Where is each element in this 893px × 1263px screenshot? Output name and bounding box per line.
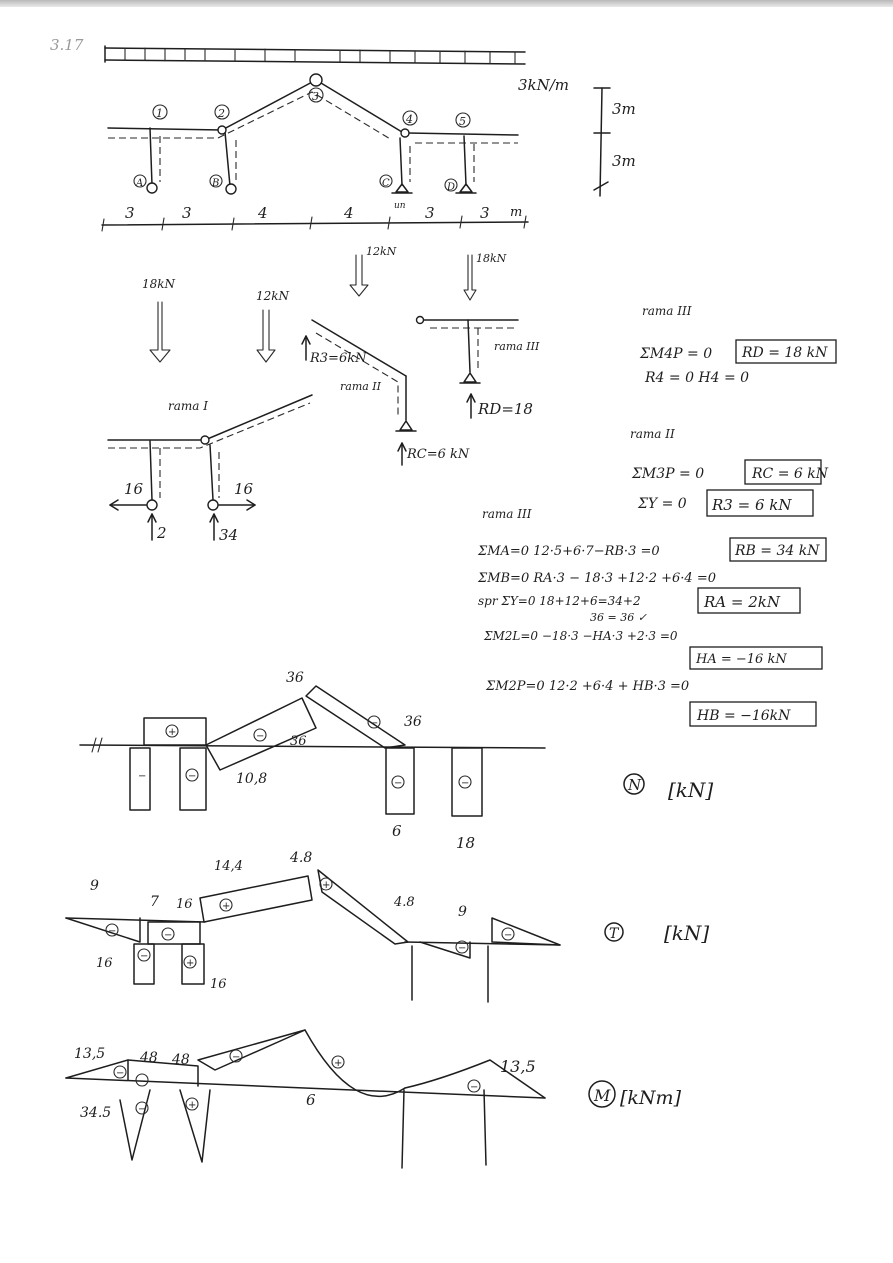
calc-i-eq2: ΣMB=0 RA·3 − 18·3 +12·2 +6·4 =0 — [478, 571, 716, 586]
calc-ii-title: rama II — [630, 427, 675, 441]
page-label: 3.17 — [50, 36, 84, 54]
support-a-label: A — [136, 178, 144, 189]
reaction-va: 2 — [157, 524, 167, 542]
n-val-36-top: 36 — [286, 670, 304, 686]
span-2: 3 — [182, 204, 192, 222]
reaction-hb: 16 — [234, 480, 254, 498]
n-sign-1: + — [168, 727, 177, 738]
support-d-label: D — [447, 182, 456, 193]
t-val-9-right: 9 — [458, 904, 467, 920]
m-sign-3: − — [232, 1052, 241, 1063]
calc-ii-eq2: ΣY = 0 — [638, 496, 687, 512]
n-unit: [kN] — [668, 778, 714, 802]
support-c-label: C — [382, 178, 390, 189]
load-i-left: 18kN — [142, 277, 176, 291]
m-col-a — [120, 1090, 150, 1160]
t-sign-7: − — [140, 951, 149, 962]
calculations — [477, 304, 836, 726]
calc-ii-eq1: ΣM3P = 0 — [632, 466, 705, 482]
reaction-rd: RD=18 — [478, 400, 533, 418]
m-parabola — [305, 1030, 405, 1096]
n-sign-5: − — [394, 778, 403, 789]
calc-iii-eq1: ΣM4P = 0 — [640, 346, 713, 362]
node-5-label: 5 — [459, 115, 466, 128]
n-val-36-right: 36 — [404, 714, 422, 730]
span-dimensions — [102, 204, 528, 231]
t-val-7: 7 — [150, 894, 159, 910]
calc-i-eq3b: 36 = 36 ✓ — [590, 611, 647, 624]
t-unit: [kN] — [664, 921, 710, 945]
distributed-load — [105, 46, 569, 94]
node-labels — [153, 88, 470, 128]
node-3-label: 3 — [312, 90, 319, 103]
calc-i-res3: RA = 2kN — [704, 593, 780, 611]
t-col-a — [134, 944, 154, 984]
calc-i-eq5: ΣM2P=0 12·2 +6·4 + HB·3 =0 — [486, 679, 690, 694]
frame-iii — [417, 317, 540, 419]
calc-i-title: rama III — [482, 507, 532, 521]
t-val-4-8-top: 4.8 — [290, 850, 313, 866]
n-symbol: N — [628, 776, 642, 794]
height-dimensions — [594, 88, 636, 196]
load-iii: 18kN — [476, 252, 507, 265]
span-unit: m — [510, 205, 523, 220]
calc-i-eq4: ΣM2L=0 −18·3 −HA·3 +2·3 =0 — [484, 629, 678, 643]
m-sign-6: + — [334, 1058, 343, 1069]
calc-i-res1: RB = 34 kN — [735, 543, 820, 559]
t-val-14-4: 14,4 — [214, 859, 243, 874]
calc-ii-res2: R3 = 6 kN — [712, 496, 792, 514]
frame-i-label: rama I — [168, 399, 208, 413]
calc-i-eq3: spr ΣY=0 18+12+6=34+2 — [478, 594, 641, 608]
t-sign-6: − — [504, 930, 513, 941]
m-val-6: 6 — [306, 1091, 316, 1109]
frame-ii-label: rama II — [340, 380, 381, 393]
m-val-48-b: 48 — [172, 1052, 190, 1068]
frame-ii — [302, 320, 470, 465]
span-6: 3 — [480, 204, 490, 222]
t-val-16-right: 16 — [210, 977, 227, 992]
hinge-2 — [218, 126, 226, 134]
calc-iii-res1: RD = 18 kN — [742, 345, 828, 361]
t-val-16-left: 16 — [96, 956, 113, 971]
span-1: 3 — [125, 204, 135, 222]
n-sign-6: − — [461, 778, 470, 789]
reaction-vb: 34 — [219, 526, 239, 544]
frame-i — [108, 395, 312, 544]
span-3: 4 — [258, 204, 268, 222]
t-symbol: T — [609, 926, 619, 942]
m-diagram — [66, 1030, 682, 1168]
calc-i-eq1: ΣMA=0 12·5+6·7−RB·3 =0 — [478, 544, 660, 559]
calc-i-res5: HB = −16kN — [697, 708, 791, 724]
calc-i-res4: HA = −16 kN — [696, 652, 787, 667]
load-arrows — [142, 245, 507, 362]
n-val-36-mid: 36 — [290, 734, 307, 749]
t-sign-5: − — [458, 943, 467, 954]
m-rafter-left — [198, 1030, 305, 1070]
m-val-13-5-right: 13,5 — [500, 1057, 536, 1076]
t-val-9-left: 9 — [90, 878, 99, 894]
t-sign-2: − — [164, 930, 173, 941]
n-sign-2: − — [256, 731, 265, 742]
calc-iii-title: rama III — [642, 304, 692, 318]
load-i-right: 12kN — [256, 289, 290, 303]
span-4: 4 — [344, 204, 354, 222]
t-val-4-8-right: 4.8 — [394, 895, 415, 910]
hinge-4 — [401, 129, 409, 137]
t-sign-4: + — [322, 880, 331, 891]
m-symbol: M — [594, 1086, 611, 1105]
t-val-16-top: 16 — [176, 897, 193, 912]
reaction-ha: 16 — [124, 480, 144, 498]
load-ii: 12kN — [366, 245, 397, 258]
t-rafter-left — [200, 876, 312, 922]
node-4-label: 4 — [406, 113, 413, 126]
m-sign-1: − — [116, 1068, 125, 1079]
load-label: 3kN/m — [518, 76, 570, 94]
span-5: 3 — [425, 204, 435, 222]
m-sign-2: − — [138, 1076, 147, 1087]
height-lower: 3m — [612, 152, 636, 170]
node-2-label: 2 — [218, 107, 225, 120]
n-sign-7: − — [138, 771, 147, 782]
m-val-34-5: 34.5 — [80, 1105, 112, 1121]
calc-ii-res1: RC = 6 kN — [752, 466, 828, 482]
t-sign-3: + — [222, 901, 231, 912]
m-val-13-5-left: 13,5 — [74, 1046, 106, 1062]
m-sign-7: − — [470, 1082, 479, 1093]
reaction-r3: R3=6kN — [310, 351, 367, 366]
n-val-10-8: 10,8 — [236, 771, 268, 787]
support-roller-label: un — [394, 201, 406, 211]
t-sign-8: + — [186, 958, 195, 969]
node-1-label: 1 — [156, 107, 163, 120]
n-val-6: 6 — [392, 822, 402, 840]
m-sign-4: − — [138, 1104, 147, 1115]
m-unit: [kNm] — [620, 1087, 681, 1109]
calc-iii-eq2: R4 = 0 H4 = 0 — [645, 370, 750, 386]
hinge-3 — [310, 74, 322, 86]
free-body-scheme — [108, 245, 540, 544]
n-sign-4: − — [188, 771, 197, 782]
n-diagram — [80, 670, 713, 852]
n-sign-3: − — [370, 718, 379, 729]
height-upper: 3m — [612, 100, 636, 118]
t-diagram — [66, 850, 709, 1002]
m-val-48-a: 48 — [140, 1050, 158, 1066]
support-b-label: B — [212, 178, 220, 189]
t-sign-1: − — [108, 926, 117, 937]
n-rafter-right — [306, 686, 405, 748]
frame-iii-label: rama III — [494, 340, 540, 353]
m-sign-5: + — [188, 1100, 197, 1111]
reaction-rc: RC=6 kN — [407, 447, 470, 462]
t-left-cantilever — [66, 918, 140, 942]
n-val-18: 18 — [456, 834, 476, 852]
structure-scheme — [50, 36, 636, 231]
